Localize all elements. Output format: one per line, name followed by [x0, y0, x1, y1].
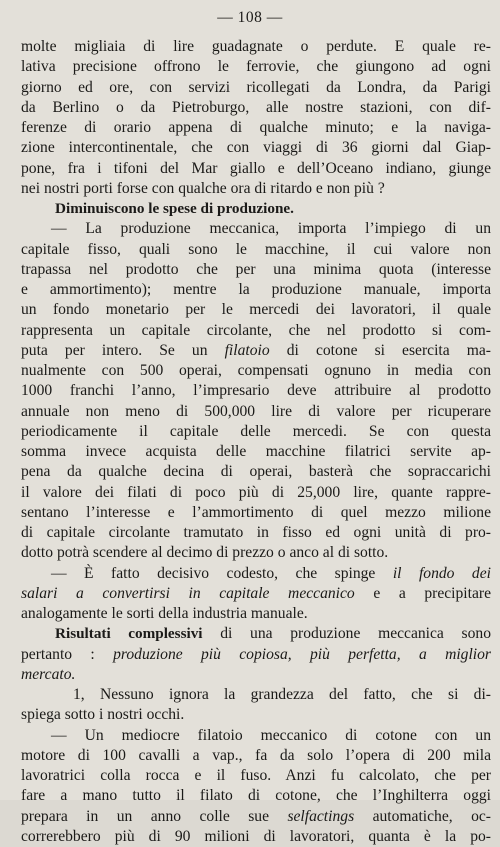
- body-text: [21, 37, 491, 847]
- text-line: annuale non meno di 500,000 lire di valore per ricuperare: [21, 402, 491, 420]
- text-line: un fondo monetario per le mercedi dei lavoratori, il quale: [21, 301, 491, 319]
- italic-term-selfactings: selfactings: [287, 807, 355, 825]
- text-line: — La produzione meccanica, importa l’impiego di un: [51, 220, 491, 238]
- bold-heading: Risultati complessivi: [55, 625, 203, 643]
- text-line: capitale fisso, quali sono le macchine, il cui valore non: [21, 240, 491, 258]
- text-line: correrebbero più di 90 milioni di lavoratori, quanta è la po-: [21, 827, 491, 845]
- text-line: somma invece acquista delle macchine filatrici servite ap-: [21, 443, 491, 460]
- text-span: prepara in un anno colle sue: [21, 807, 288, 825]
- text-line: periodicamente il capitale delle mercedi. Se con questa: [21, 422, 491, 440]
- text-line: e ammortimento); mentre la produzione manuale, importa: [21, 281, 491, 298]
- text-line: [21, 584, 491, 604]
- text-line: [21, 341, 491, 361]
- text-line: [21, 807, 491, 827]
- text-line: motore di 100 cavalli a vap., fa da solo l’opera di 200 mila: [21, 746, 491, 764]
- text-line: giorno ed ore, con servizi ricollegati da Londra, da Parigi: [21, 78, 491, 96]
- text-line: rappresenta un capitale circolante, che nel prodotto si com-: [21, 321, 491, 339]
- text-span: automatiche, oc-: [354, 807, 492, 825]
- italic-term-filatoio: filatoio: [224, 341, 270, 359]
- italic-phrase: il fondo dei: [392, 564, 491, 582]
- text-line: ferenze di orario appena di qualche minuto; e la naviga-: [21, 119, 491, 136]
- text-line: pena da qualche decina di operai, basterà che sopraccarichi: [21, 463, 491, 481]
- text-line: trapassa nel prodotto che per una minima quota (interesse: [21, 260, 491, 278]
- section-heading-diminuiscono: Diminuiscono le spese di produzione.: [55, 200, 294, 217]
- text-line: 1, Nessuno ignora la grandezza del fatto, che si di-: [73, 686, 491, 703]
- text-line: fare a mano tutto il filato di cotone, che l’Inghilterra oggi: [21, 787, 491, 805]
- italic-phrase: produzione più copiosa, più perfetta, a miglior: [113, 645, 491, 663]
- text-line: [21, 564, 491, 584]
- text-line: pone, fra i tifoni del Mar giallo e dell’Oceano indiano, giunge: [21, 159, 491, 177]
- text-span: di una produzione meccanica sono: [202, 625, 491, 643]
- text-line: da Berlino o da Pietroburgo, alle nostre stazioni, con dif-: [21, 98, 491, 116]
- text-line: spiega sotto i nostri occhi.: [21, 706, 185, 724]
- section-heading-risultati: [21, 624, 491, 644]
- text-line: [21, 645, 491, 665]
- text-span: di cotone si esercita ma-: [286, 341, 491, 359]
- text-span: puta per intero. Se un: [21, 341, 225, 359]
- text-line: dotto potrà scendere al decimo di prezzo o anco al di sotto.: [21, 544, 389, 562]
- text-line: nei nostri porti forse con qualche ora di ritardo e non più ?: [21, 179, 385, 197]
- text-line: nualmente con 500 operai, compensati ognuno in media con: [21, 362, 491, 379]
- text-line: di capitale circolante tramutato in fisso ed ogni unità di pro-: [21, 524, 491, 541]
- text-span: pertanto :: [21, 645, 114, 663]
- text-line: lavoratrici colla rocca e il fuso. Anzi fu calcolato, che per: [21, 767, 491, 784]
- text-line: 1000 franchi l’anno, l’impresario deve attribuire al prodotto: [21, 382, 491, 400]
- text-line: analogamente le sorti della industria manuale.: [21, 605, 308, 622]
- text-span: e a precipitare: [354, 584, 492, 602]
- text-line: sentano l’interesse e l’ammortimento di quel mezzo milione: [21, 503, 491, 521]
- text-line: — Un mediocre filatoio meccanico di cotone con un: [51, 726, 491, 744]
- page-number: — 108 —: [217, 9, 283, 26]
- text-line: zione intercontinentale, che con viaggi di 36 giorni dal Giap-: [21, 139, 491, 157]
- italic-phrase: salari a convertirsi in capitale meccanico: [21, 584, 355, 602]
- text-line: mercato.: [21, 665, 76, 683]
- text-line: lativa precisione offrono le ferrovie, che giungono ad ogni: [21, 58, 491, 76]
- text-span: — È fatto decisivo codesto, che spinge: [51, 564, 393, 582]
- text-line: il valore dei filati di poco più di 25,000 lire, quante rappre-: [21, 483, 491, 501]
- text-line: molte migliaia di lire guadagnate o perdute. E quale re-: [21, 38, 491, 55]
